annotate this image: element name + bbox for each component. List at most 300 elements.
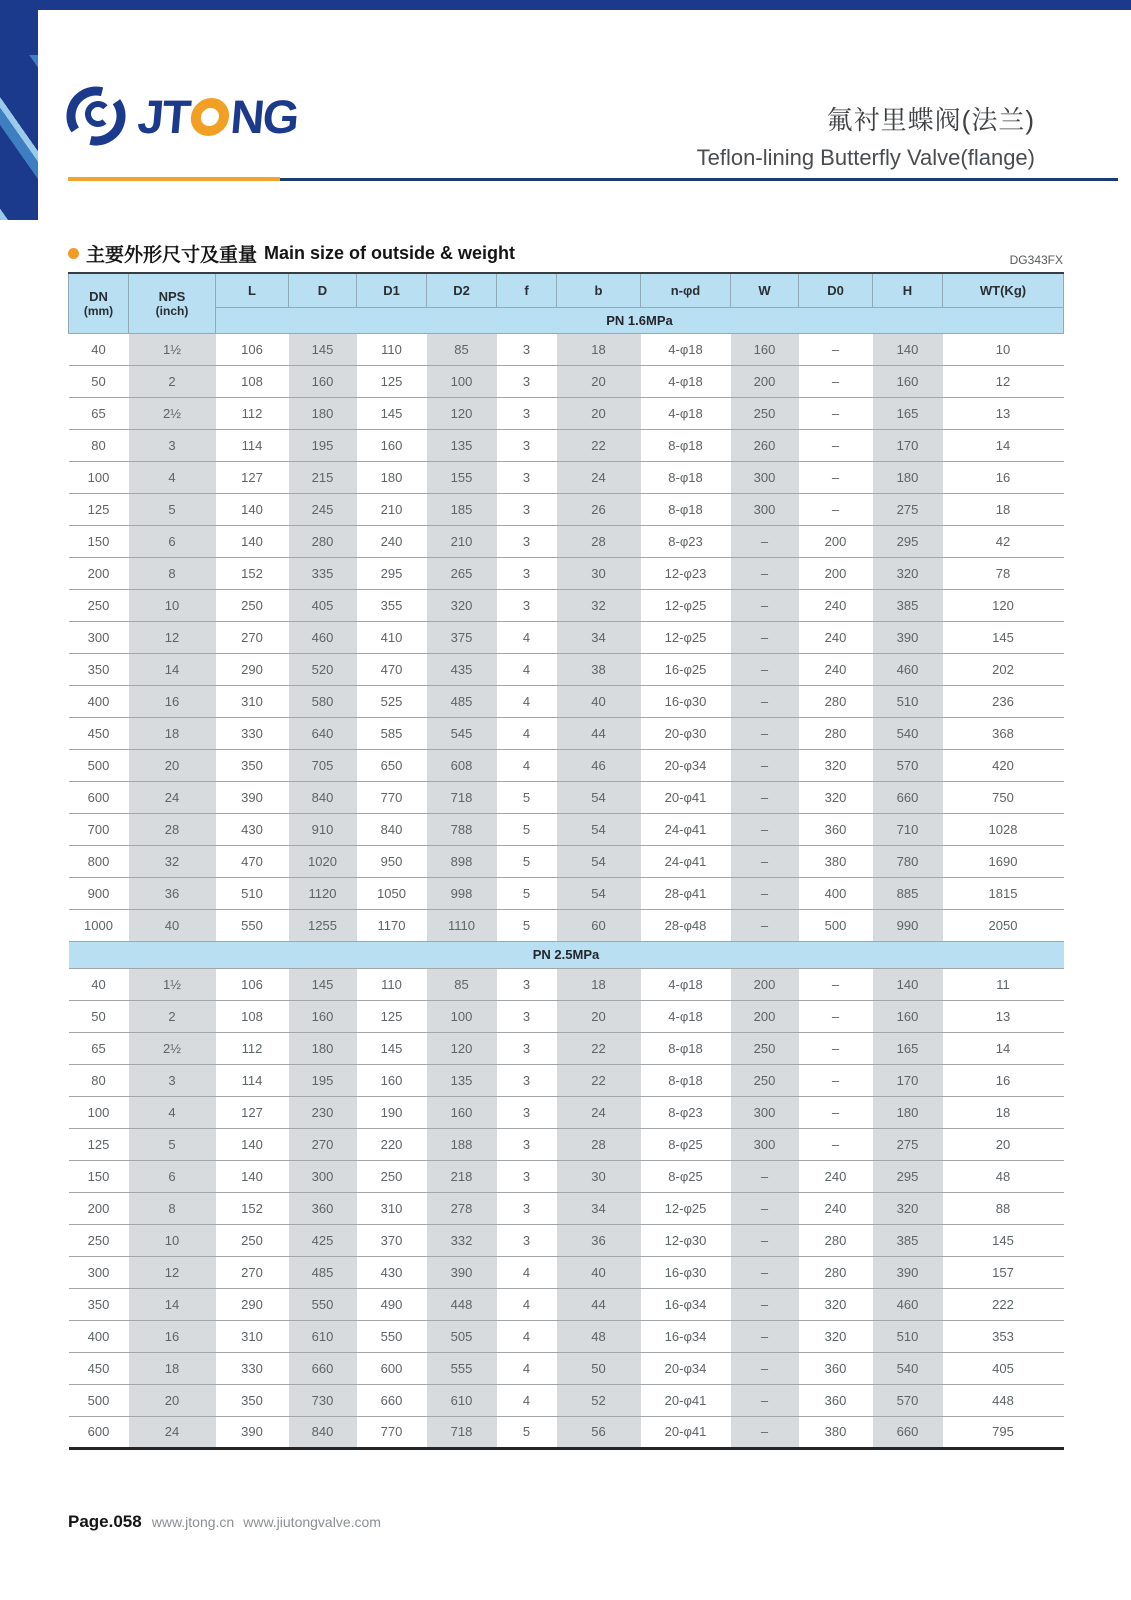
cell: 4-φ18 bbox=[641, 365, 731, 397]
cell: – bbox=[799, 1032, 873, 1064]
cell: 8-φ25 bbox=[641, 1160, 731, 1192]
cell: 295 bbox=[357, 557, 427, 589]
cell: 12-φ23 bbox=[641, 557, 731, 589]
cell: 8-φ18 bbox=[641, 429, 731, 461]
cell: 6 bbox=[129, 525, 216, 557]
cell: – bbox=[731, 1416, 799, 1448]
col-header-unit: (mm) bbox=[83, 303, 114, 318]
cell: 127 bbox=[216, 1096, 289, 1128]
cell: 18 bbox=[557, 333, 641, 365]
cell: 320 bbox=[873, 1192, 943, 1224]
cell: 125 bbox=[357, 1000, 427, 1032]
cell: 270 bbox=[216, 621, 289, 653]
table-row bbox=[69, 877, 1064, 909]
cell: 840 bbox=[357, 813, 427, 845]
cell: 14 bbox=[129, 653, 216, 685]
cell: – bbox=[731, 621, 799, 653]
pressure-band-label-pn16: PN 1.6MPa bbox=[216, 307, 1064, 333]
cell: 240 bbox=[799, 653, 873, 685]
cell: 18 bbox=[129, 717, 216, 749]
cell: 18 bbox=[129, 1352, 216, 1384]
brand-logo bbox=[64, 84, 300, 148]
cell: 540 bbox=[873, 717, 943, 749]
cell: 2 bbox=[129, 1000, 216, 1032]
cell: – bbox=[799, 493, 873, 525]
cell: – bbox=[731, 781, 799, 813]
cell: 730 bbox=[289, 1384, 357, 1416]
cell: 405 bbox=[289, 589, 357, 621]
cell: 200 bbox=[731, 1000, 799, 1032]
cell: 375 bbox=[427, 621, 497, 653]
cell: 8-φ23 bbox=[641, 1096, 731, 1128]
cell: 40 bbox=[69, 333, 129, 365]
cell: 368 bbox=[943, 717, 1064, 749]
cell: 24 bbox=[557, 1096, 641, 1128]
cell: 44 bbox=[557, 717, 641, 749]
table-row bbox=[69, 781, 1064, 813]
cell: 510 bbox=[873, 1320, 943, 1352]
cell: 500 bbox=[69, 749, 129, 781]
cell: 32 bbox=[129, 845, 216, 877]
cell: 470 bbox=[216, 845, 289, 877]
cell: 300 bbox=[69, 621, 129, 653]
cell: 1110 bbox=[427, 909, 497, 941]
cell: 108 bbox=[216, 365, 289, 397]
cell: 34 bbox=[557, 1192, 641, 1224]
cell: 24-φ41 bbox=[641, 813, 731, 845]
table-row bbox=[69, 429, 1064, 461]
cell: 3 bbox=[497, 1192, 557, 1224]
cell: 10 bbox=[129, 589, 216, 621]
cell: 1170 bbox=[357, 909, 427, 941]
cell: 710 bbox=[873, 813, 943, 845]
col-header-wt: WT(Kg) bbox=[943, 273, 1064, 307]
cell: 580 bbox=[289, 685, 357, 717]
cell: 390 bbox=[216, 1416, 289, 1448]
cell: 230 bbox=[289, 1096, 357, 1128]
cell: 1½ bbox=[129, 968, 216, 1000]
cell: 3 bbox=[497, 333, 557, 365]
cell: – bbox=[799, 397, 873, 429]
cell: 900 bbox=[69, 877, 129, 909]
cell: 320 bbox=[799, 1320, 873, 1352]
cell: 250 bbox=[216, 1224, 289, 1256]
cell: 145 bbox=[289, 333, 357, 365]
cell: 16 bbox=[129, 685, 216, 717]
cell: 42 bbox=[943, 525, 1064, 557]
cell: 13 bbox=[943, 397, 1064, 429]
cell: 320 bbox=[427, 589, 497, 621]
cell: 4 bbox=[497, 1320, 557, 1352]
cell: 185 bbox=[427, 493, 497, 525]
cell: 370 bbox=[357, 1224, 427, 1256]
cell: 32 bbox=[557, 589, 641, 621]
cell: 78 bbox=[943, 557, 1064, 589]
cell: 20 bbox=[943, 1128, 1064, 1160]
cell: 12 bbox=[129, 621, 216, 653]
cell: 145 bbox=[357, 1032, 427, 1064]
cell: – bbox=[731, 589, 799, 621]
table-row bbox=[69, 1160, 1064, 1192]
cell: 250 bbox=[731, 1064, 799, 1096]
cell: 430 bbox=[357, 1256, 427, 1288]
cell: 135 bbox=[427, 1064, 497, 1096]
page-footer bbox=[68, 1512, 390, 1532]
cell: – bbox=[731, 909, 799, 941]
cell: 16 bbox=[943, 461, 1064, 493]
cell: 135 bbox=[427, 429, 497, 461]
cell: 295 bbox=[873, 1160, 943, 1192]
cell: 3 bbox=[129, 429, 216, 461]
cell: 44 bbox=[557, 1288, 641, 1320]
cell: 4 bbox=[497, 1352, 557, 1384]
cell: 127 bbox=[216, 461, 289, 493]
table-row bbox=[69, 1000, 1064, 1032]
cell: 898 bbox=[427, 845, 497, 877]
cell: 660 bbox=[873, 781, 943, 813]
table-header-row bbox=[69, 273, 1064, 307]
cell: 410 bbox=[357, 621, 427, 653]
cell: 600 bbox=[357, 1352, 427, 1384]
cell: 1½ bbox=[129, 333, 216, 365]
cell: 300 bbox=[731, 1128, 799, 1160]
cell: – bbox=[731, 525, 799, 557]
cell: 160 bbox=[873, 1000, 943, 1032]
table-header bbox=[69, 273, 1064, 333]
cell: 34 bbox=[557, 621, 641, 653]
cell: 2 bbox=[129, 365, 216, 397]
cell: 150 bbox=[69, 525, 129, 557]
cell: 160 bbox=[731, 333, 799, 365]
cell: 570 bbox=[873, 1384, 943, 1416]
cell: 195 bbox=[289, 429, 357, 461]
cell: 20-φ34 bbox=[641, 1352, 731, 1384]
table-row bbox=[69, 1032, 1064, 1064]
cell: 180 bbox=[289, 397, 357, 429]
cell: 400 bbox=[69, 1320, 129, 1352]
table-row bbox=[69, 1288, 1064, 1320]
cell: 240 bbox=[357, 525, 427, 557]
table-row bbox=[69, 1224, 1064, 1256]
cell: 165 bbox=[873, 1032, 943, 1064]
section-title-zh: 主要外形尺寸及重量 bbox=[86, 245, 258, 266]
col-header-nps bbox=[129, 273, 216, 333]
cell: 640 bbox=[289, 717, 357, 749]
col-header-d2: D2 bbox=[427, 273, 497, 307]
cell: 54 bbox=[557, 845, 641, 877]
table-body bbox=[69, 333, 1064, 1448]
cell: 1028 bbox=[943, 813, 1064, 845]
cell: 50 bbox=[557, 1352, 641, 1384]
cell: 485 bbox=[427, 685, 497, 717]
table-row bbox=[69, 909, 1064, 941]
cell: 330 bbox=[216, 717, 289, 749]
cell: 20 bbox=[557, 1000, 641, 1032]
cell: 46 bbox=[557, 749, 641, 781]
brand-o-ring-icon bbox=[189, 97, 230, 135]
orange-bullet-icon bbox=[68, 248, 79, 259]
cell: 220 bbox=[357, 1128, 427, 1160]
cell: 50 bbox=[69, 1000, 129, 1032]
cell: 30 bbox=[557, 1160, 641, 1192]
cell: 2½ bbox=[129, 1032, 216, 1064]
col-header-d1: D1 bbox=[357, 273, 427, 307]
cell: 360 bbox=[799, 813, 873, 845]
cell: 2½ bbox=[129, 397, 216, 429]
divider-navy-segment bbox=[280, 178, 1118, 181]
cell: 385 bbox=[873, 1224, 943, 1256]
cell: 8 bbox=[129, 1192, 216, 1224]
cell: 310 bbox=[357, 1192, 427, 1224]
cell: – bbox=[731, 1160, 799, 1192]
cell: 110 bbox=[357, 333, 427, 365]
cell: – bbox=[731, 877, 799, 909]
cell: 50 bbox=[69, 365, 129, 397]
cell: 20-φ30 bbox=[641, 717, 731, 749]
col-header-d0: D0 bbox=[799, 273, 873, 307]
cell: – bbox=[799, 461, 873, 493]
table-row bbox=[69, 621, 1064, 653]
cell: 700 bbox=[69, 813, 129, 845]
cell: 290 bbox=[216, 1288, 289, 1320]
cell: 280 bbox=[799, 717, 873, 749]
table-row bbox=[69, 365, 1064, 397]
cell: 1120 bbox=[289, 877, 357, 909]
cell: – bbox=[799, 1064, 873, 1096]
cell: 275 bbox=[873, 493, 943, 525]
cell: 350 bbox=[69, 653, 129, 685]
cell: 145 bbox=[943, 1224, 1064, 1256]
cell: 332 bbox=[427, 1224, 497, 1256]
cell: 54 bbox=[557, 781, 641, 813]
cell: 250 bbox=[731, 1032, 799, 1064]
cell: 788 bbox=[427, 813, 497, 845]
cell: 270 bbox=[216, 1256, 289, 1288]
cell: – bbox=[731, 1256, 799, 1288]
cell: 600 bbox=[69, 1416, 129, 1448]
cell: 100 bbox=[427, 1000, 497, 1032]
cell: 250 bbox=[216, 589, 289, 621]
cell: 3 bbox=[497, 1000, 557, 1032]
table-row bbox=[69, 1192, 1064, 1224]
cell: 20-φ41 bbox=[641, 1384, 731, 1416]
cell: 28-φ48 bbox=[641, 909, 731, 941]
cell: 5 bbox=[497, 909, 557, 941]
cell: 4-φ18 bbox=[641, 397, 731, 429]
cell: 3 bbox=[497, 968, 557, 1000]
cell: 610 bbox=[427, 1384, 497, 1416]
cell: 840 bbox=[289, 1416, 357, 1448]
cell: – bbox=[799, 1000, 873, 1032]
cell: 320 bbox=[799, 749, 873, 781]
cell: 485 bbox=[289, 1256, 357, 1288]
cell: 240 bbox=[799, 621, 873, 653]
cell: 1050 bbox=[357, 877, 427, 909]
cell: – bbox=[731, 685, 799, 717]
cell: 1690 bbox=[943, 845, 1064, 877]
cell: 4 bbox=[497, 653, 557, 685]
cell: 30 bbox=[557, 557, 641, 589]
cell: 3 bbox=[497, 1160, 557, 1192]
brand-wordmark-left: JT bbox=[135, 89, 192, 143]
cell: 335 bbox=[289, 557, 357, 589]
cell: 210 bbox=[427, 525, 497, 557]
cell: 160 bbox=[357, 429, 427, 461]
document-titles bbox=[697, 100, 1035, 171]
cell: – bbox=[799, 365, 873, 397]
cell: 236 bbox=[943, 685, 1064, 717]
cell: 5 bbox=[129, 1128, 216, 1160]
brand-wordmark bbox=[135, 89, 300, 143]
table-row bbox=[69, 653, 1064, 685]
table-row bbox=[69, 1128, 1064, 1160]
cell: 108 bbox=[216, 1000, 289, 1032]
cell: 8-φ18 bbox=[641, 1064, 731, 1096]
cell: 48 bbox=[557, 1320, 641, 1352]
cell: 12 bbox=[943, 365, 1064, 397]
cell: 435 bbox=[427, 653, 497, 685]
cell: 22 bbox=[557, 1032, 641, 1064]
cell: 16-φ30 bbox=[641, 685, 731, 717]
cell: 170 bbox=[873, 1064, 943, 1096]
cell: 3 bbox=[497, 1224, 557, 1256]
cell: 780 bbox=[873, 845, 943, 877]
cell: 65 bbox=[69, 1032, 129, 1064]
cell: 278 bbox=[427, 1192, 497, 1224]
cell: – bbox=[731, 557, 799, 589]
cell: 6 bbox=[129, 1160, 216, 1192]
cell: – bbox=[731, 653, 799, 685]
cell: – bbox=[799, 1096, 873, 1128]
section-heading bbox=[68, 240, 1063, 267]
table-row bbox=[69, 493, 1064, 525]
pressure-band-label: PN 2.5MPa bbox=[69, 941, 1064, 968]
cell: 650 bbox=[357, 749, 427, 781]
cell: 200 bbox=[731, 968, 799, 1000]
cell: 8-φ25 bbox=[641, 1128, 731, 1160]
cell: 48 bbox=[943, 1160, 1064, 1192]
col-header-w: W bbox=[731, 273, 799, 307]
cell: – bbox=[799, 968, 873, 1000]
cell: 12-φ25 bbox=[641, 621, 731, 653]
cell: 8-φ23 bbox=[641, 525, 731, 557]
cell: 4 bbox=[497, 1256, 557, 1288]
cell: 405 bbox=[943, 1352, 1064, 1384]
cell: 170 bbox=[873, 429, 943, 461]
cell: 4-φ18 bbox=[641, 968, 731, 1000]
cell: 8-φ18 bbox=[641, 461, 731, 493]
cell: 390 bbox=[216, 781, 289, 813]
cell: 3 bbox=[497, 1032, 557, 1064]
table-row bbox=[69, 717, 1064, 749]
cell: 100 bbox=[69, 461, 129, 493]
cell: 40 bbox=[557, 1256, 641, 1288]
cell: 300 bbox=[731, 461, 799, 493]
table-row bbox=[69, 685, 1064, 717]
cell: 320 bbox=[799, 781, 873, 813]
cell: 202 bbox=[943, 653, 1064, 685]
cell: 140 bbox=[216, 1128, 289, 1160]
cell: 112 bbox=[216, 1032, 289, 1064]
brand-wordmark-right: NG bbox=[228, 89, 300, 143]
cell: 222 bbox=[943, 1288, 1064, 1320]
cell: 540 bbox=[873, 1352, 943, 1384]
cell: 20 bbox=[557, 397, 641, 429]
cell: 160 bbox=[357, 1064, 427, 1096]
cell: 885 bbox=[873, 877, 943, 909]
cell: 150 bbox=[69, 1160, 129, 1192]
cell: 13 bbox=[943, 1000, 1064, 1032]
cell: 16 bbox=[129, 1320, 216, 1352]
cell: 3 bbox=[497, 1128, 557, 1160]
cell: 280 bbox=[799, 685, 873, 717]
cell: 145 bbox=[289, 968, 357, 1000]
cell: 24 bbox=[129, 781, 216, 813]
cell: 5 bbox=[497, 845, 557, 877]
cell: 110 bbox=[357, 968, 427, 1000]
cell: 180 bbox=[873, 461, 943, 493]
cell: 140 bbox=[216, 525, 289, 557]
cell: 24 bbox=[557, 461, 641, 493]
website-link-2[interactable]: www.jiutongvalve.com bbox=[243, 1514, 381, 1530]
cell: 510 bbox=[873, 685, 943, 717]
cell: 545 bbox=[427, 717, 497, 749]
cell: 260 bbox=[731, 429, 799, 461]
cell: 160 bbox=[427, 1096, 497, 1128]
cell: 100 bbox=[427, 365, 497, 397]
cell: 400 bbox=[69, 685, 129, 717]
cell: – bbox=[731, 717, 799, 749]
left-bar-stripes bbox=[0, 55, 38, 220]
cell: 40 bbox=[129, 909, 216, 941]
cell: 4 bbox=[497, 1384, 557, 1416]
cell: 660 bbox=[357, 1384, 427, 1416]
cell: 120 bbox=[427, 397, 497, 429]
cell: 500 bbox=[69, 1384, 129, 1416]
product-title-en: Teflon-lining Butterfly Valve(flange) bbox=[696, 145, 1035, 170]
cell: 54 bbox=[557, 877, 641, 909]
cell: 460 bbox=[289, 621, 357, 653]
table-row bbox=[69, 968, 1064, 1000]
cell: 550 bbox=[289, 1288, 357, 1320]
cell: 555 bbox=[427, 1352, 497, 1384]
col-header-unit: (inch) bbox=[155, 303, 189, 318]
cell: 990 bbox=[873, 909, 943, 941]
cell: 520 bbox=[289, 653, 357, 685]
cell: 1020 bbox=[289, 845, 357, 877]
model-code: DG343FX bbox=[1009, 253, 1063, 267]
cell: 240 bbox=[799, 589, 873, 621]
col-header-h: H bbox=[873, 273, 943, 307]
cell: 705 bbox=[289, 749, 357, 781]
cell: 180 bbox=[873, 1096, 943, 1128]
cell: 14 bbox=[129, 1288, 216, 1320]
cell: 5 bbox=[497, 1416, 557, 1448]
table-row bbox=[69, 1320, 1064, 1352]
website-link-1[interactable]: www.jtong.cn bbox=[151, 1514, 235, 1530]
jtong-swirl-icon bbox=[64, 84, 128, 148]
col-header-label: DN bbox=[89, 288, 108, 304]
cell: 840 bbox=[289, 781, 357, 813]
cell: 4 bbox=[497, 621, 557, 653]
cell: 750 bbox=[943, 781, 1064, 813]
cell: 353 bbox=[943, 1320, 1064, 1352]
cell: 275 bbox=[873, 1128, 943, 1160]
cell: 3 bbox=[497, 429, 557, 461]
cell: 240 bbox=[799, 1160, 873, 1192]
cell: 3 bbox=[497, 397, 557, 429]
cell: 510 bbox=[216, 877, 289, 909]
